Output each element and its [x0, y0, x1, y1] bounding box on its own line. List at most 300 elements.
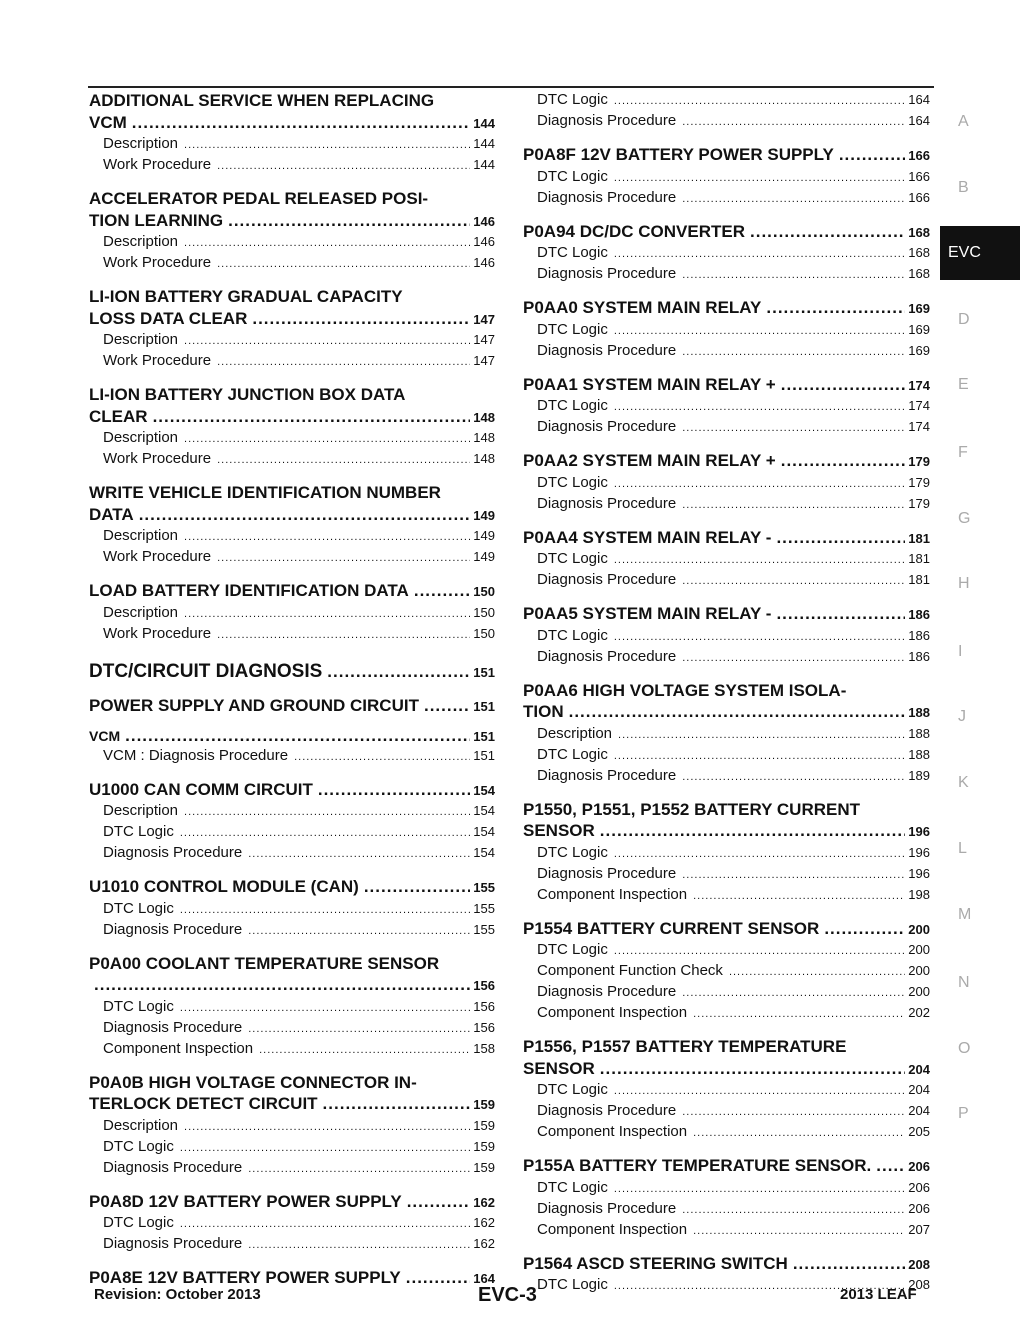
entry-label: Component Inspection: [537, 885, 688, 903]
entry-page-number: 148: [473, 451, 495, 466]
toc-entry[interactable]: [89, 1018, 495, 1039]
section-title-last-line: [89, 974, 495, 997]
dot-leader: [682, 495, 905, 515]
toc-entry[interactable]: [89, 330, 495, 351]
section-title-last-line: [89, 876, 495, 899]
section-title-last-line: [523, 374, 930, 397]
dot-leader: [614, 941, 905, 961]
toc-entry[interactable]: [89, 801, 495, 822]
entry-label: DTC Logic: [103, 1214, 174, 1231]
toc-entry[interactable]: [523, 626, 930, 647]
dot-leader: [682, 1102, 905, 1122]
toc-entry[interactable]: [523, 570, 930, 591]
toc-entry[interactable]: [523, 940, 930, 961]
dot-leader: [614, 550, 905, 570]
section-page-number: 186: [908, 607, 930, 622]
entry-label: Diagnosis Procedure: [103, 1158, 243, 1176]
section-page-number: 159: [473, 1097, 495, 1112]
dot-leader: [682, 767, 905, 787]
toc-entry[interactable]: [523, 724, 930, 745]
toc-section[interactable]: [89, 580, 495, 603]
toc-entry[interactable]: [523, 111, 930, 132]
entry-label: Diagnosis Procedure: [537, 983, 677, 1000]
toc-left-column: [89, 90, 495, 1290]
toc-section[interactable]: [89, 482, 495, 526]
entry-page-number: 156: [473, 1019, 495, 1035]
entry-label: DTC Logic: [537, 167, 608, 185]
dot-leader: [248, 1019, 470, 1039]
entry-page-number: 155: [473, 921, 495, 937]
dot-leader: [184, 331, 470, 351]
header-rule: [88, 86, 934, 88]
dot-leader: [406, 1267, 471, 1289]
section-tab-g[interactable]: G: [958, 510, 971, 527]
section-title-last-line: [89, 580, 495, 603]
section-title-line: P1550, P1551, P1552 BATTERY CURRENT: [523, 799, 860, 819]
dot-leader: [180, 998, 470, 1018]
section-title-last-line: [523, 450, 930, 473]
entry-label: Diagnosis Procedure: [103, 844, 243, 861]
entry-page-number: 181: [908, 572, 930, 587]
entry-label: Description: [103, 1116, 179, 1134]
toc-entry[interactable]: [523, 766, 930, 787]
dot-leader: [614, 746, 905, 766]
entry-page-number: 159: [473, 1117, 495, 1133]
entry-label: VCM : Diagnosis Procedure: [103, 746, 289, 764]
entry-page-number: 144: [473, 157, 495, 172]
section-title-line: P0A0B HIGH VOLTAGE CONNECTOR IN-: [89, 1072, 417, 1092]
dot-leader: [682, 983, 905, 1003]
section-title-text: P155A BATTERY TEMPERATURE SENSOR.: [523, 1156, 872, 1175]
section-title-text: CLEAR: [89, 406, 148, 426]
entry-page-number: 150: [473, 604, 495, 620]
toc-entry[interactable]: [523, 1220, 930, 1241]
dot-leader: [184, 527, 470, 547]
dot-leader: [228, 210, 470, 232]
entry-page-number: 208: [908, 1277, 930, 1292]
section-tab-l[interactable]: L: [958, 840, 967, 857]
dot-leader: [618, 725, 905, 745]
entry-page-number: 200: [908, 963, 930, 978]
entry-label: Work Procedure: [103, 352, 212, 369]
entry-page-number: 169: [908, 342, 930, 358]
entry-label: Diagnosis Procedure: [537, 766, 677, 784]
toc-section[interactable]: [89, 1072, 495, 1116]
dot-leader: [153, 406, 471, 428]
entry-page-number: 162: [473, 1215, 495, 1230]
section-title-last-line: [523, 144, 930, 167]
section-title-last-line: [523, 1058, 930, 1081]
dot-leader: [682, 189, 905, 209]
section-title-text: DATA: [89, 504, 134, 524]
section-tab-j[interactable]: J: [958, 708, 966, 725]
entry-page-number: 189: [908, 767, 930, 783]
toc-section[interactable]: [89, 876, 495, 899]
section-page-number: 166: [908, 148, 930, 163]
entry-label: Diagnosis Procedure: [537, 1102, 677, 1119]
section-title-last-line: [89, 779, 495, 802]
section-title-line: ACCELERATOR PEDAL RELEASED POSI-: [89, 189, 429, 208]
toc-entry[interactable]: [523, 264, 930, 285]
toc-entry[interactable]: [89, 822, 495, 843]
entry-page-number: 144: [473, 136, 495, 151]
entry-page-number: 188: [908, 746, 930, 762]
entry-page-number: 168: [908, 245, 930, 260]
toc-entry[interactable]: [89, 1158, 495, 1179]
entry-page-number: 168: [908, 266, 930, 281]
entry-page-number: 186: [908, 627, 930, 643]
entry-page-number: 204: [908, 1103, 930, 1118]
toc-entry[interactable]: [523, 961, 930, 982]
entry-page-number: 158: [473, 1040, 495, 1056]
entry-label: Diagnosis Procedure: [537, 265, 677, 282]
section-title-line: LI-ION BATTERY GRADUAL CAPACITY: [89, 287, 403, 306]
dot-leader: [217, 548, 470, 568]
toc-section[interactable]: [89, 779, 495, 802]
toc-entry[interactable]: [523, 1080, 930, 1101]
dot-leader: [364, 876, 470, 898]
dot-leader: [248, 921, 470, 941]
section-title-last-line: [89, 661, 495, 684]
dot-leader: [614, 474, 905, 494]
section-tab-m[interactable]: M: [958, 906, 972, 923]
entry-label: Description: [103, 802, 179, 819]
toc-entry[interactable]: [523, 1122, 930, 1143]
section-title-last-line: [89, 112, 495, 135]
toc-entry[interactable]: [89, 449, 495, 470]
entry-label: Component Inspection: [537, 1220, 688, 1238]
toc-entry[interactable]: [89, 997, 495, 1018]
toc-section[interactable]: [523, 450, 930, 473]
toc-section[interactable]: [89, 384, 495, 428]
section-tab-o[interactable]: O: [958, 1040, 971, 1057]
section-page-number: 168: [908, 224, 930, 240]
section-title-line: P0AA6 HIGH VOLTAGE SYSTEM ISOLA-: [523, 680, 847, 700]
toc-entry[interactable]: [523, 473, 930, 494]
section-tab-f[interactable]: F: [958, 444, 968, 461]
dot-leader: [729, 962, 905, 982]
toc-entry[interactable]: [89, 1234, 495, 1255]
toc-entry[interactable]: [523, 188, 930, 209]
toc-entry[interactable]: [523, 90, 930, 111]
dot-leader: [876, 1155, 905, 1177]
section-page-number: 156: [473, 978, 495, 993]
entry-page-number: 188: [908, 725, 930, 741]
toc-entry[interactable]: [89, 1213, 495, 1234]
dot-leader: [318, 779, 470, 801]
entry-label: Description: [103, 233, 179, 250]
toc-entry[interactable]: [523, 1199, 930, 1220]
entry-label: Diagnosis Procedure: [537, 864, 677, 882]
entry-label: DTC Logic: [537, 550, 608, 567]
entry-page-number: 146: [473, 255, 495, 270]
toc-section[interactable]: [89, 188, 495, 232]
toc-entry[interactable]: [523, 167, 930, 188]
toc-entry[interactable]: [89, 899, 495, 920]
dot-leader: [139, 504, 471, 526]
entry-label: Diagnosis Procedure: [537, 647, 677, 665]
section-tab-n[interactable]: N: [958, 974, 970, 991]
entry-page-number: 146: [473, 234, 495, 249]
dot-leader: [294, 747, 470, 767]
entry-page-number: 205: [908, 1124, 930, 1139]
section-tab-e[interactable]: E: [958, 376, 969, 393]
toc-entry[interactable]: [89, 526, 495, 547]
entry-page-number: 166: [908, 168, 930, 184]
toc-section[interactable]: [523, 527, 930, 550]
toc-section[interactable]: [523, 1253, 930, 1276]
section-tab-d[interactable]: D: [958, 311, 970, 328]
dot-leader: [180, 1214, 470, 1234]
toc-section[interactable]: [89, 661, 495, 684]
section-title-text: P0AA5 SYSTEM MAIN RELAY -: [523, 604, 772, 623]
toc-entry[interactable]: [523, 1178, 930, 1199]
section-title-text: P0A94 DC/DC CONVERTER: [523, 221, 745, 241]
toc-section[interactable]: [523, 680, 930, 724]
dot-leader: [327, 661, 470, 683]
entry-label: Work Procedure: [103, 548, 212, 565]
entry-label: Diagnosis Procedure: [537, 1199, 677, 1217]
entry-label: Work Procedure: [103, 254, 212, 271]
section-page-number: 196: [908, 824, 930, 839]
entry-label: Description: [103, 603, 179, 621]
toc-section[interactable]: [523, 374, 930, 397]
entry-label: Diagnosis Procedure: [537, 494, 677, 512]
toc-entry[interactable]: [89, 253, 495, 274]
toc-section[interactable]: [89, 286, 495, 330]
dot-leader: [614, 627, 905, 647]
dot-leader: [180, 900, 470, 920]
dot-leader: [614, 1081, 905, 1101]
section-tab-k[interactable]: K: [958, 774, 969, 791]
entry-page-number: 202: [908, 1005, 930, 1020]
toc-entry[interactable]: [89, 232, 495, 253]
toc-entry[interactable]: [89, 624, 495, 645]
section-title-text: LOAD BATTERY IDENTIFICATION DATA: [89, 581, 409, 600]
dot-leader: [217, 450, 470, 470]
section-page-number: 181: [908, 530, 930, 546]
dot-leader: [682, 1200, 905, 1220]
toc-section[interactable]: [523, 221, 930, 244]
dot-leader: [132, 112, 471, 134]
entry-label: Description: [537, 724, 613, 742]
toc-entry[interactable]: [523, 417, 930, 438]
section-title-line: P1556, P1557 BATTERY TEMPERATURE: [523, 1037, 847, 1056]
section-page-number: 146: [473, 213, 495, 229]
toc-entry[interactable]: [89, 134, 495, 155]
toc-entry[interactable]: [89, 920, 495, 941]
entry-page-number: 198: [908, 886, 930, 902]
dot-leader: [184, 604, 470, 624]
entry-page-number: 196: [908, 844, 930, 860]
entry-label: DTC Logic: [537, 941, 608, 958]
dot-leader: [781, 450, 906, 472]
entry-page-number: 174: [908, 398, 930, 413]
entry-label: Work Procedure: [103, 156, 212, 173]
entry-label: Description: [103, 527, 179, 544]
section-title-last-line: [523, 297, 930, 320]
toc-entry[interactable]: [523, 396, 930, 417]
toc-right-column: [523, 90, 930, 1296]
entry-page-number: 150: [473, 625, 495, 641]
dot-leader: [323, 1093, 471, 1115]
dot-leader: [682, 342, 905, 362]
entry-label: DTC Logic: [537, 843, 608, 861]
entry-label: DTC Logic: [537, 91, 608, 108]
footer-page-number: EVC-3: [478, 1284, 537, 1306]
toc-entry[interactable]: [523, 745, 930, 766]
dot-leader: [614, 91, 905, 111]
section-tab-i[interactable]: I: [958, 643, 963, 660]
section-title-text: VCM: [89, 727, 121, 744]
toc-section[interactable]: [523, 603, 930, 626]
section-page-number: 150: [473, 584, 495, 599]
entry-page-number: 151: [473, 747, 495, 763]
entry-label: Diagnosis Procedure: [537, 112, 677, 129]
entry-page-number: 179: [908, 474, 930, 490]
dot-leader: [693, 886, 905, 906]
entry-page-number: 206: [908, 1200, 930, 1216]
toc-entry[interactable]: [523, 885, 930, 906]
dot-leader: [248, 1159, 470, 1179]
toc-entry[interactable]: [523, 243, 930, 264]
toc-entry[interactable]: [523, 320, 930, 341]
dot-leader: [682, 418, 905, 438]
dot-leader: [184, 135, 470, 155]
toc-entry[interactable]: [523, 864, 930, 885]
section-title-last-line: [523, 603, 930, 626]
dot-leader: [693, 1221, 905, 1241]
dot-leader: [248, 1235, 470, 1255]
toc-entry[interactable]: [523, 341, 930, 362]
entry-label: DTC Logic: [537, 1276, 608, 1293]
section-page-number: 151: [473, 728, 495, 744]
toc-section[interactable]: [523, 1155, 930, 1178]
toc-section[interactable]: [89, 695, 495, 718]
toc-section[interactable]: [523, 144, 930, 167]
entry-page-number: 179: [908, 495, 930, 511]
dot-leader: [259, 1040, 470, 1060]
section-title-last-line: [89, 1093, 495, 1116]
section-title-text: TION: [523, 702, 564, 721]
section-title-line: WRITE VEHICLE IDENTIFICATION NUMBER: [89, 483, 441, 502]
entry-label: Diagnosis Procedure: [103, 920, 243, 938]
toc-entry[interactable]: [89, 1137, 495, 1158]
toc-entry[interactable]: [89, 1116, 495, 1137]
section-title-last-line: [523, 918, 930, 941]
toc-section[interactable]: [89, 90, 495, 134]
toc-entry[interactable]: [89, 155, 495, 176]
dot-leader: [424, 695, 470, 717]
entry-label: DTC Logic: [537, 244, 608, 261]
dot-leader: [766, 297, 905, 319]
toc-section[interactable]: [89, 953, 495, 997]
section-tab-b[interactable]: B: [958, 179, 969, 196]
toc-entry[interactable]: [523, 843, 930, 864]
toc-entry[interactable]: [523, 982, 930, 1003]
toc-entry[interactable]: [523, 1101, 930, 1122]
footer-model: 2013 LEAF: [840, 1286, 917, 1303]
section-page-number: 206: [908, 1159, 930, 1174]
section-title-line: LI-ION BATTERY JUNCTION BOX DATA: [89, 385, 406, 404]
dot-leader: [781, 374, 906, 396]
dot-leader: [600, 1058, 906, 1080]
section-title-text: POWER SUPPLY AND GROUND CIRCUIT: [89, 696, 419, 715]
toc-entry[interactable]: [89, 351, 495, 372]
section-title-text: DTC/CIRCUIT DIAGNOSIS: [89, 660, 323, 682]
toc-section[interactable]: [523, 297, 930, 320]
entry-page-number: 154: [473, 824, 495, 839]
section-title-last-line: [523, 527, 930, 550]
section-page-number: 151: [473, 699, 495, 714]
entry-page-number: 206: [908, 1179, 930, 1195]
toc-entry[interactable]: [89, 428, 495, 449]
entry-page-number: 162: [473, 1236, 495, 1251]
entry-label: DTC Logic: [103, 823, 174, 840]
entry-label: DTC Logic: [537, 1081, 608, 1098]
entry-page-number: 147: [473, 332, 495, 347]
toc-entry[interactable]: [523, 549, 930, 570]
toc-entry[interactable]: [89, 547, 495, 568]
toc-section[interactable]: [89, 1191, 495, 1214]
toc-section[interactable]: [523, 918, 930, 941]
toc-entry[interactable]: [523, 494, 930, 515]
dot-leader: [750, 221, 905, 243]
section-title-text: U1010 CONTROL MODULE (CAN): [89, 877, 359, 896]
entry-page-number: 207: [908, 1221, 930, 1237]
dot-leader: [682, 865, 905, 885]
section-title-text: P0A8D 12V BATTERY POWER SUPPLY: [89, 1191, 402, 1211]
section-page-number: 144: [473, 115, 495, 131]
toc-section[interactable]: [89, 726, 495, 746]
section-title-last-line: [523, 1155, 930, 1178]
toc-entry[interactable]: [89, 1039, 495, 1060]
dot-leader: [248, 844, 470, 864]
section-page-number: 164: [473, 1271, 495, 1286]
entry-page-number: 149: [473, 528, 495, 543]
section-page-number: 154: [473, 782, 495, 798]
toc-entry[interactable]: [523, 1003, 930, 1024]
dot-leader: [217, 156, 470, 176]
toc-entry[interactable]: [89, 746, 495, 767]
dot-leader: [184, 1117, 470, 1137]
dot-leader: [94, 974, 470, 996]
toc-section[interactable]: [523, 799, 930, 843]
entry-page-number: 147: [473, 353, 495, 368]
section-page-number: 169: [908, 301, 930, 316]
section-tab-a[interactable]: A: [958, 113, 969, 130]
toc-entry[interactable]: [523, 647, 930, 668]
entry-page-number: 156: [473, 998, 495, 1014]
section-page-number: 179: [908, 454, 930, 469]
toc-section[interactable]: [523, 1036, 930, 1080]
entry-page-number: 196: [908, 865, 930, 881]
dot-leader: [614, 244, 905, 264]
toc-entry[interactable]: [89, 603, 495, 624]
footer-revision: Revision: October 2013: [94, 1286, 261, 1303]
section-tab-evc[interactable]: EVC: [940, 226, 1020, 280]
section-title-last-line: [523, 820, 930, 843]
section-page-number: 188: [908, 705, 930, 720]
section-tab-h[interactable]: H: [958, 575, 970, 592]
entry-page-number: 166: [908, 189, 930, 205]
dot-leader: [184, 802, 470, 822]
section-title-line: P0A00 COOLANT TEMPERATURE SENSOR: [89, 953, 440, 973]
toc-entry[interactable]: [89, 843, 495, 864]
section-tab-p[interactable]: P: [958, 1105, 969, 1122]
section-title-last-line: [89, 406, 495, 429]
section-page-number: 174: [908, 377, 930, 393]
